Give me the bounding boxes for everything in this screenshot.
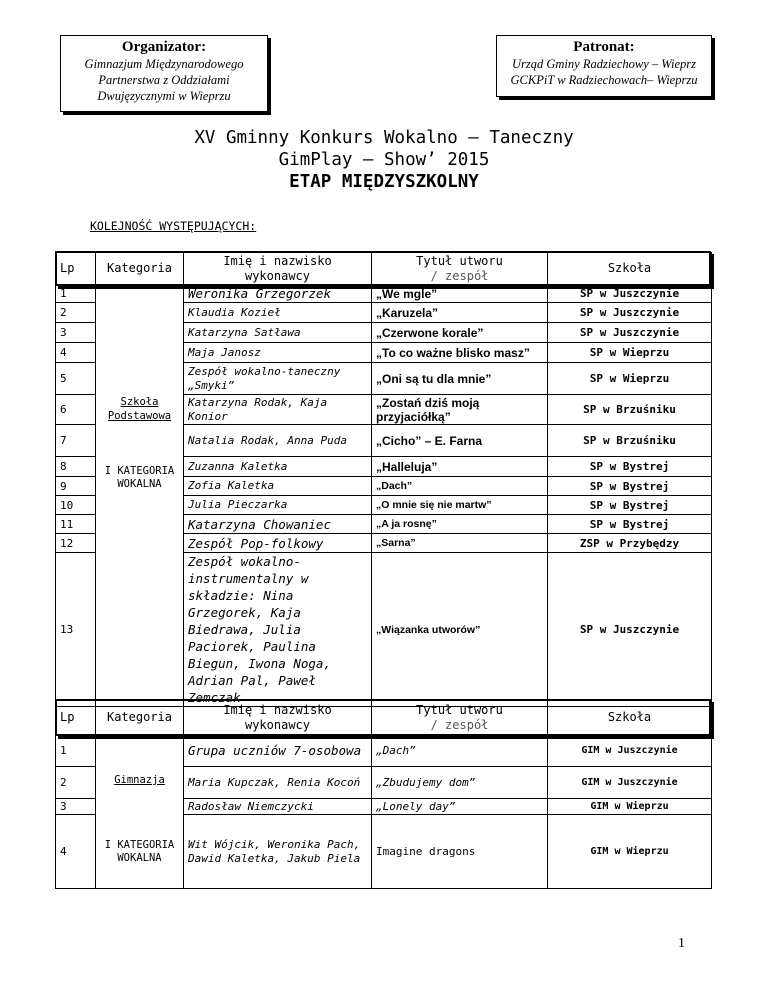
category-level: I KATEGORIA WOKALNA: [104, 465, 175, 490]
organizer-line: Partnerstwa z Oddziałami: [98, 73, 230, 87]
row-song: „Czerwone korale”: [372, 323, 548, 343]
title-line-1: XV Gminny Konkurs Wokalno – Taneczny: [194, 128, 574, 148]
row-school: SP w Juszczynie: [548, 323, 712, 343]
table-header: [56, 701, 712, 735]
header-song-label: Tytuł utworu: [416, 702, 503, 717]
performers-table-gimnazja: [55, 700, 712, 889]
patron-box: [496, 35, 712, 97]
row-school: SP w Bystrej: [548, 496, 712, 515]
row-lp: 8: [56, 457, 96, 477]
header-lp: Lp: [56, 253, 96, 285]
row-song: „Lonely day”: [372, 799, 548, 815]
patron-line: Urząd Gminy Radziechowy – Wieprz: [511, 57, 696, 71]
row-song: „O mnie się nie martw”: [372, 496, 548, 515]
row-name: Weronika Grzegorzek: [184, 285, 372, 303]
category-level: I KATEGORIA WOKALNA: [104, 839, 175, 864]
category-school: Szkoła Podstawowa: [107, 396, 172, 422]
header-band-label: / zespół: [430, 268, 489, 283]
row-lp: 13: [56, 553, 96, 707]
row-lp: 7: [56, 425, 96, 457]
row-song: „Halleluja”: [372, 457, 548, 477]
row-lp: 5: [56, 363, 96, 395]
header-name: Imię i nazwisko wykonawcy: [184, 253, 372, 285]
organizer-line: Dwujęzycznymi w Wieprzu: [97, 89, 231, 103]
row-school: SP w Brzuśniku: [548, 425, 712, 457]
row-lp: 11: [56, 515, 96, 534]
row-lp: 2: [56, 303, 96, 323]
header-name: Imię i nazwisko wykonawcy: [184, 701, 372, 735]
row-song: „Zostań dziś moją przyjaciółką”: [372, 395, 548, 425]
order-label: KOLEJNOŚĆ WYSTĘPUJĄCYCH:: [90, 219, 257, 233]
row-name: Zuzanna Kaletka: [184, 457, 372, 477]
row-name: Katarzyna Chowaniec: [184, 515, 372, 534]
page-number: 1: [678, 936, 685, 951]
row-lp: 1: [56, 735, 96, 767]
row-lp: 4: [56, 343, 96, 363]
header-category: Kategoria: [96, 253, 184, 285]
header-lp: Lp: [56, 701, 96, 735]
row-name: Grupa uczniów 7-osobowa: [184, 735, 372, 767]
table-row: [56, 735, 712, 767]
row-lp: 9: [56, 477, 96, 496]
row-school: SP w Juszczynie: [548, 303, 712, 323]
row-name: Zofia Kaletka: [184, 477, 372, 496]
row-name: Katarzyna Satława: [184, 323, 372, 343]
row-song: „To co ważne blisko masz”: [372, 343, 548, 363]
title-line-2: GimPlay – Show’ 2015: [278, 150, 490, 170]
category-school: Gimnazja: [114, 774, 165, 786]
row-lp: 2: [56, 767, 96, 799]
row-name: Katarzyna Rodak, Kaja Konior: [184, 395, 372, 425]
performers-table-primary: [55, 252, 712, 707]
row-name: Wit Wójcik, Weronika Pach, Dawid Kaletka, Jakub Piela: [184, 815, 372, 889]
row-school: SP w Bystrej: [548, 515, 712, 534]
row-school: SP w Juszczynie: [548, 285, 712, 303]
row-song: „Karuzela”: [372, 303, 548, 323]
header-song: [372, 253, 548, 285]
header-band-label: / zespół: [430, 717, 489, 732]
row-song: „Zbudujemy dom”: [372, 767, 548, 799]
row-lp: 4: [56, 815, 96, 889]
row-song: Imagine dragons: [372, 815, 548, 889]
header-category: Kategoria: [96, 701, 184, 735]
row-lp: 6: [56, 395, 96, 425]
row-song: „A ja rosnę”: [372, 515, 548, 534]
header-school: Szkoła: [548, 253, 712, 285]
row-name: Zespół wokalno-instrumentalny w składzie: Nina Grzegorek, Kaja Biedrawa, Julia Paciorek, Paulina Biegun, Iwona Noga, Adrian Pal, Paweł Zemczak: [184, 553, 372, 707]
row-lp: 10: [56, 496, 96, 515]
header-school: Szkoła: [548, 701, 712, 735]
table-header: [56, 253, 712, 285]
row-name: Zespół Pop-folkowy: [184, 534, 372, 553]
row-song: „Oni są tu dla mnie”: [372, 363, 548, 395]
row-song: „Dach”: [372, 735, 548, 767]
row-school: SP w Wieprzu: [548, 343, 712, 363]
row-song: „Sarna”: [372, 534, 548, 553]
row-name: Maria Kupczak, Renia Kocoń: [184, 767, 372, 799]
row-school: SP w Juszczynie: [548, 553, 712, 707]
title-line-3: ETAP MIĘDZYSZKOLNY: [289, 172, 479, 192]
patron-line: GCKPiT w Radziechowach– Wieprzu: [510, 73, 698, 87]
category-cell: [96, 735, 184, 889]
row-school: GIM w Juszczynie: [548, 767, 712, 799]
row-name: Klaudia Kozieł: [184, 303, 372, 323]
row-song: „Wiązanka utworów”: [372, 553, 548, 707]
row-lp: 3: [56, 799, 96, 815]
table-row: [56, 285, 712, 303]
row-name: Julia Pieczarka: [184, 496, 372, 515]
row-school: GIM w Wieprzu: [548, 815, 712, 889]
row-school: SP w Bystrej: [548, 457, 712, 477]
row-name: Natalia Rodak, Anna Puda: [184, 425, 372, 457]
organizer-heading: Organizator:: [121, 39, 207, 55]
row-song: „Cicho” – E. Farna: [372, 425, 548, 457]
row-school: SP w Bystrej: [548, 477, 712, 496]
row-lp: 12: [56, 534, 96, 553]
row-school: GIM w Juszczynie: [548, 735, 712, 767]
row-school: ZSP w Przybędzy: [548, 534, 712, 553]
header-song: [372, 701, 548, 735]
row-name: Radosław Niemczycki: [184, 799, 372, 815]
row-name: Maja Janosz: [184, 343, 372, 363]
organizer-box: [60, 35, 268, 112]
organizer-line: Gimnazjum Międzynarodowego: [84, 57, 244, 71]
row-name: Zespół wokalno-taneczny „Smyki”: [184, 363, 372, 395]
row-lp: 3: [56, 323, 96, 343]
header-song-label: Tytuł utworu: [416, 253, 503, 268]
category-cell: [96, 285, 184, 707]
row-school: GIM w Wieprzu: [548, 799, 712, 815]
row-lp: 1: [56, 285, 96, 303]
row-song: „We mgle”: [372, 285, 548, 303]
row-school: SP w Brzuśniku: [548, 395, 712, 425]
patron-heading: Patronat:: [573, 39, 635, 55]
row-school: SP w Wieprzu: [548, 363, 712, 395]
row-song: „Dach”: [372, 477, 548, 496]
